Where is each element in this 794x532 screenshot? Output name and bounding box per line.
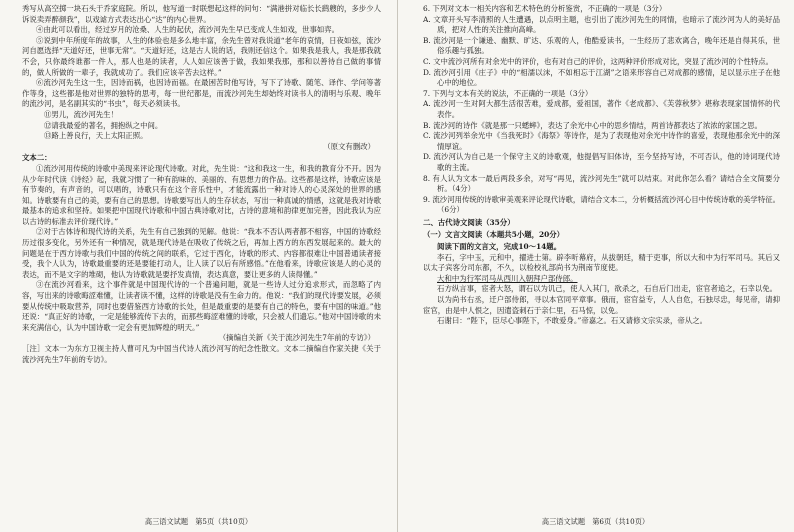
option-7c: C. 流沙河列举余光中《当我死时》《海祭》等诗作，是为了表现他对余光中诗作的喜爱，表现他那余光中的深情厚谊。 — [423, 131, 780, 151]
section-heading: 二、古代诗文阅读（35分） — [423, 217, 515, 227]
classical-text: 以为尚书右丞，迁户部侍郎，寻以本官同平章事。俄而，宦官益专，人人自危，石独尽忠，每见帝，请抑宦官，由是中人恨之，因遣盗刺石于亲仁里，石马惊，以免。 — [423, 295, 780, 315]
classical-text: 李石，字中玉，元和中，擢进士第。辟李听幕府，从拔朝廷，精于吏事，所以大和中为行军司马。其后又以太子宾客分司东都，不久，以检校礼部尚书为荆南节度使。 — [423, 252, 780, 273]
page-footer: 高三语文试题 第6页（共10页） — [541, 517, 650, 527]
paragraph: 秀写从高空掷一块石头于乔家庭院。所以，他写道一时联想起这样的问句：“满港拼对临长长鹞艘的，多步少人诉说卖弄醉颜我”，以戏谑方式表达出心“达”的内心世界。 — [22, 4, 381, 24]
question-6: 6. 下列对文本一相关内容和艺术特色的分析鉴赏，不正确的一项是（3分） — [423, 4, 667, 13]
question-8: 8. 有人认为文本一最后两段多余，对写“再见，流沙河先生”就可以结束。对此你怎么看？请结合全文简要分析。（4分） — [423, 173, 780, 194]
poem-line: ⑬路上善良行，天上太阳正照。 — [44, 131, 148, 141]
page-footer: 高三语文试题 第5页（共10页） — [144, 517, 253, 527]
source-note: （摘编自关新《关于流沙河先生7年前的专访》） — [218, 333, 375, 343]
option-6a: A. 文章开头写李清照的人生遭遇，以点明主题，也引出了流沙河先生的同情，也暗示了流沙河为人的美好品质，把对人性的关注推向高峰。 — [423, 14, 780, 35]
footnote: ［注］文本一为东方卫视主持人曹可凡为中国当代诗人流沙河写的纪念性散文。文本二摘编自作家关捷《关于流沙河先生7年前的专访》。 — [22, 344, 381, 364]
paragraph: ①流沙河用传统的诗歌中美现来评论现代诗歌。对此，先生说：“这和我这一生，和我的教育分不开。因为从少年时代读《诗经》起，我就习惯了一种有韵味的、美丽的、有思想力的作品。这些都是这样，诗歌应该是有节奏的，有声音的，可以唱的，诗歌只有在这个音乐性中，才能流露出一种对诗人的心灵深处的世界的感知。诗歌要有自己的美，要有自己的思想。诗歌要写出人的生存状态，写出一种真诚的情感，这就是我对诗歌最基本的追求和坚持。如果把中国现代诗歌和中国古典诗歌对比，古诗的意境和韵律更加完善，因此我认为应以古诗的标准去评价现代诗。” — [22, 163, 381, 226]
option-7b: B. 流沙河的诗作《就是那一只蟋蟀》，表达了余光中心中的思乡情结，两首诗都表达了浓浓的家国之思。 — [423, 120, 763, 130]
poem-line: ⑪男儿，流沙河先生！ — [44, 109, 118, 119]
paragraph: ⑥流沙河先生这一生，因诗而祸，也因诗而福。在最困苦时他写诗，写下了诗歌、随笔、译作、学问等著作等身，这些都是他对世界的独特的思考，每一世纪都是，而流沙河先生却始终对读书人的清明与乐观、晚年的流沙河，是名副其实的“书虫”，每天必须读书。 — [22, 78, 381, 109]
option-7a: A. 流沙河一生对阿大都生活很苦难，爱成都，爱祖国，著作《老成都》、《芙蓉秋梦》堪称表现家国情怀的代表作。 — [423, 99, 780, 119]
option-7d: D. 流沙河认为自己是一个保守主义的诗歌观，他提倡写旧体诗，至今坚持写诗，不可否认，他的诗词现代诗歌的主流。 — [423, 152, 780, 172]
classical-text-underlined: 大和中为行军司马从西川入朝拜户部侍郎。 — [437, 273, 578, 283]
source-note: （原文有删改） — [323, 141, 375, 151]
paragraph: ②对于古体诗和现代诗的关系，先生有自己独到的见解。他说：“我本不否认两者都不相容，中国的诗歌经历过很多变化，另外还有一种情况，就是现代诗是在吸收了传统之后，再加上西方的东西发展起来的。最大的问题是在于西方诗歌与我们中国的传统之间的联系，它过于西化，诗歌的形式、内容都很难让中国普通读者接受，我个人认为，诗歌最重要的还是要能打动人，让人读了以后有所感悟。”在他看来，诗歌应该是人的心灵的表达，而不是文字的堆砌，他认为诗歌就是要抒发真情，表达真意，要让更多的人读得懂。” — [22, 227, 381, 279]
text-two-heading: 文本二： — [22, 153, 52, 163]
poem-line: ⑫请我最爱的著名，拥抱纵之中间。 — [44, 120, 163, 130]
classical-text: 石方纵言事，宦者大怒，谓石以为讥己，使人入其门，欲杀之，石自后门出走，宦官者追之，石幸以免。 — [437, 284, 778, 294]
reading-instruction: 阅读下面的文言文，完成10～14题。 — [437, 242, 562, 252]
option-6b: B. 流沙河是一个谦逊、幽默、旷达、乐观的人，他酷爱读书，一生经历了悲欢离合，晚年还是自得其乐，世俗乐趣与孤独。 — [423, 35, 780, 56]
subsection-heading: （一）文言文阅读（本题共5小题，20分） — [423, 230, 565, 240]
paragraph: ④由此可以看出，经过岁月的沧桑、人生的起伏，流沙河先生早已变成人生如戏，世事如弈。 — [36, 25, 340, 35]
question-9: 9. 流沙河用传统的诗歌审美观来评论现代诗歌，请结合文本二，分析概括流沙河心目中传统诗歌的美学特征。（6分） — [423, 194, 780, 215]
option-6c: C. 文中流沙河所有对余光中的评价，也有对自己的评价，这两种评价形成对比，突显了流沙河的个性特点。 — [423, 56, 774, 66]
classical-text: 石谢曰：“陛下，臣尽心事陛下，不敢爱身。”帝嘉之。石又请修文宗实录，帝从之。 — [437, 316, 707, 326]
paragraph: ⑤说到中年所度年的故事，人生的体验也是多么地丰富，余先生曾对我说道“老年的哀情，日夜如弦，流沙河自愿选择“天道好还，世事无常”。“天道好还，这是古人说的话，我则还信这个。如果我是我人，我是那我就不会，只你最终谁都一件人，那人也是的读者，人人如应该善于做，我如果我那，那和以善待自己做的事情的，做人所做的一辈子，我就成功了。我们应该辛苦去这样。” — [22, 35, 381, 77]
question-7: 7. 下列与文本有关的说法，不正确的一项是（3分） — [423, 88, 593, 98]
paragraph: ③在流沙河看来，这个事件就是中国现代诗的一个普遍问题，就是一些诗人过分追求形式，而忽略了内容，写出来的诗歌晦涩难懂，让读者读不懂，这样的诗歌是没有生命力的。他说：“我们的现代诗要发展，必须要从传统中吸取营养，同时也要借鉴西方诗歌的长处，但是最重要的是要有自己的特色，要有中国的味道。”他还说：“真正好的诗歌，一定是能够流传下去的，而那些晦涩难懂的诗歌，只会被人们遗忘。”他对中国诗歌的未来充满信心，认为中国诗歌一定会有更加辉煌的明天。” — [22, 280, 381, 332]
exam-page-6 — [397, 0, 794, 532]
option-6d: D. 流沙河引用《庄子》中的“相濡以沫，不如相忘于江湖”之语来形容自己对成都的感情，足以显示庄子在他心中的地位。 — [423, 67, 780, 88]
